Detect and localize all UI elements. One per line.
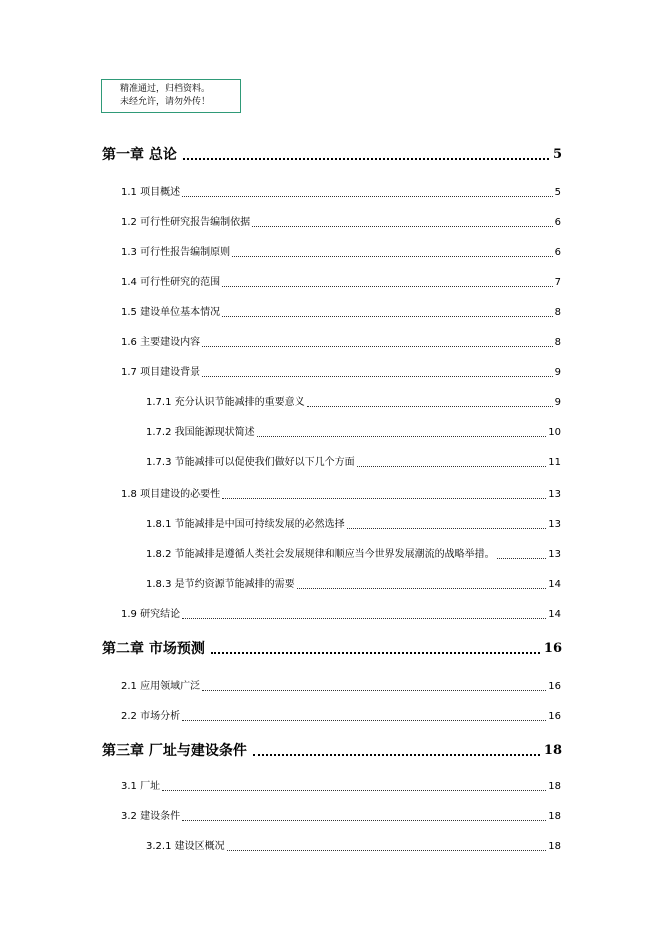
toc-page-number: 18	[543, 743, 562, 758]
toc-page-number: 6	[554, 247, 561, 258]
toc-page-number: 14	[548, 609, 561, 620]
toc-dot-leader	[222, 286, 553, 287]
toc-page-number: 18	[548, 781, 561, 792]
toc-page-number: 8	[554, 337, 561, 348]
toc-page-number: 9	[554, 367, 561, 378]
toc-dot-leader	[357, 466, 547, 467]
toc-entry-section[interactable]	[121, 810, 561, 824]
toc-entry-section[interactable]	[121, 336, 561, 350]
toc-entry-title: 1.2 可行性研究报告编制依据	[121, 217, 251, 228]
toc-page-number: 9	[554, 397, 561, 408]
toc-entry-section[interactable]	[121, 780, 561, 794]
toc-dot-leader	[182, 720, 546, 721]
toc-entry-section[interactable]	[121, 276, 561, 290]
toc-entry-title: 1.7.1 充分认识节能减排的重要意义	[146, 397, 305, 408]
toc-entry-subsection[interactable]	[146, 396, 561, 410]
toc-page-number: 13	[548, 489, 561, 500]
toc-entry-title: 1.8.2 节能减排是遵循人类社会发展规律和顺应当今世界发展潮流的战略举措。	[146, 549, 495, 560]
toc-entry-chapter[interactable]	[102, 146, 562, 164]
toc-dot-leader	[257, 436, 547, 437]
toc-page-number: 11	[548, 457, 561, 468]
toc-entry-section[interactable]	[121, 246, 561, 260]
toc-entry-title: 第一章 总论	[102, 147, 177, 163]
toc-entry-subsection[interactable]	[146, 578, 561, 592]
toc-entry-section[interactable]	[121, 680, 561, 694]
toc-dot-leader	[183, 158, 549, 160]
toc-dot-leader	[202, 376, 553, 377]
toc-dot-leader	[202, 690, 546, 691]
toc-page-number: 16	[548, 711, 561, 722]
toc-entry-section[interactable]	[121, 306, 561, 320]
toc-entry-title: 1.8.3 是节约资源节能减排的需要	[146, 579, 295, 590]
toc-entry-title: 1.1 项目概述	[121, 187, 181, 198]
toc-dot-leader	[347, 528, 547, 529]
toc-entry-subsection[interactable]	[146, 840, 561, 854]
toc-entry-title: 1.7.2 我国能源现状简述	[146, 427, 255, 438]
toc-page-number: 5	[552, 147, 562, 162]
toc-entry-subsection[interactable]	[146, 456, 561, 470]
toc-page-number: 13	[548, 549, 561, 560]
toc-entry-title: 1.8.1 节能减排是中国可持续发展的必然选择	[146, 519, 345, 530]
toc-page-number: 6	[554, 217, 561, 228]
toc-entry-title: 2.2 市场分析	[121, 711, 181, 722]
toc-entry-section[interactable]	[121, 186, 561, 200]
toc-page-number: 8	[554, 307, 561, 318]
toc-page-number: 18	[548, 811, 561, 822]
toc-dot-leader	[252, 226, 553, 227]
toc-entry-section[interactable]	[121, 488, 561, 502]
toc-entry-title: 3.2.1 建设区概况	[146, 841, 225, 852]
toc-entry-title: 3.1 厂址	[121, 781, 161, 792]
toc-entry-title: 第二章 市场预测	[102, 641, 205, 657]
toc-page-number: 16	[548, 681, 561, 692]
toc-page-number: 10	[548, 427, 561, 438]
stamp-line-2: 未经允许，请勿外传！	[120, 97, 211, 107]
toc-dot-leader	[253, 754, 540, 756]
toc-entry-chapter[interactable]	[102, 742, 562, 760]
toc-page-number: 16	[543, 641, 562, 656]
toc-entry-title: 1.6 主要建设内容	[121, 337, 201, 348]
toc-dot-leader	[297, 588, 547, 589]
toc-entry-title: 第三章 厂址与建设条件	[102, 743, 247, 759]
toc-page-number: 5	[554, 187, 561, 198]
toc-dot-leader	[182, 618, 546, 619]
toc-dot-leader	[497, 558, 547, 559]
toc-entry-section[interactable]	[121, 710, 561, 724]
toc-entry-title: 1.7 项目建设背景	[121, 367, 201, 378]
toc-entry-title: 1.4 可行性研究的范围	[121, 277, 221, 288]
toc-entry-title: 1.7.3 节能减排可以促使我们做好以下几个方面	[146, 457, 355, 468]
toc-entry-title: 1.3 可行性报告编制原则	[121, 247, 231, 258]
toc-page-number: 7	[554, 277, 561, 288]
toc-entry-title: 1.5 建设单位基本情况	[121, 307, 221, 318]
toc-page-number: 13	[548, 519, 561, 530]
toc-entry-section[interactable]	[121, 366, 561, 380]
toc-entry-section[interactable]	[121, 608, 561, 622]
toc-entry-chapter[interactable]	[102, 640, 562, 658]
toc-dot-leader	[202, 346, 553, 347]
toc-entry-title: 1.8 项目建设的必要性	[121, 489, 221, 500]
toc-entry-subsection[interactable]	[146, 426, 561, 440]
toc-dot-leader	[182, 196, 553, 197]
toc-entry-subsection[interactable]	[146, 518, 561, 532]
toc-dot-leader	[227, 850, 547, 851]
stamp-line-1: 精准通过，归档资料。	[120, 84, 211, 94]
toc-page-number: 18	[548, 841, 561, 852]
toc-dot-leader	[211, 652, 540, 654]
toc-dot-leader	[162, 790, 546, 791]
toc-dot-leader	[307, 406, 553, 407]
toc-dot-leader	[182, 820, 546, 821]
toc-entry-title: 1.9 研究结论	[121, 609, 181, 620]
toc-dot-leader	[222, 498, 546, 499]
toc-entry-section[interactable]	[121, 216, 561, 230]
toc-entry-title: 2.1 应用领域广泛	[121, 681, 201, 692]
toc-dot-leader	[232, 256, 553, 257]
toc-entry-subsection[interactable]	[146, 548, 561, 562]
toc-dot-leader	[222, 316, 553, 317]
toc-page-number: 14	[548, 579, 561, 590]
toc-entry-title: 3.2 建设条件	[121, 811, 181, 822]
